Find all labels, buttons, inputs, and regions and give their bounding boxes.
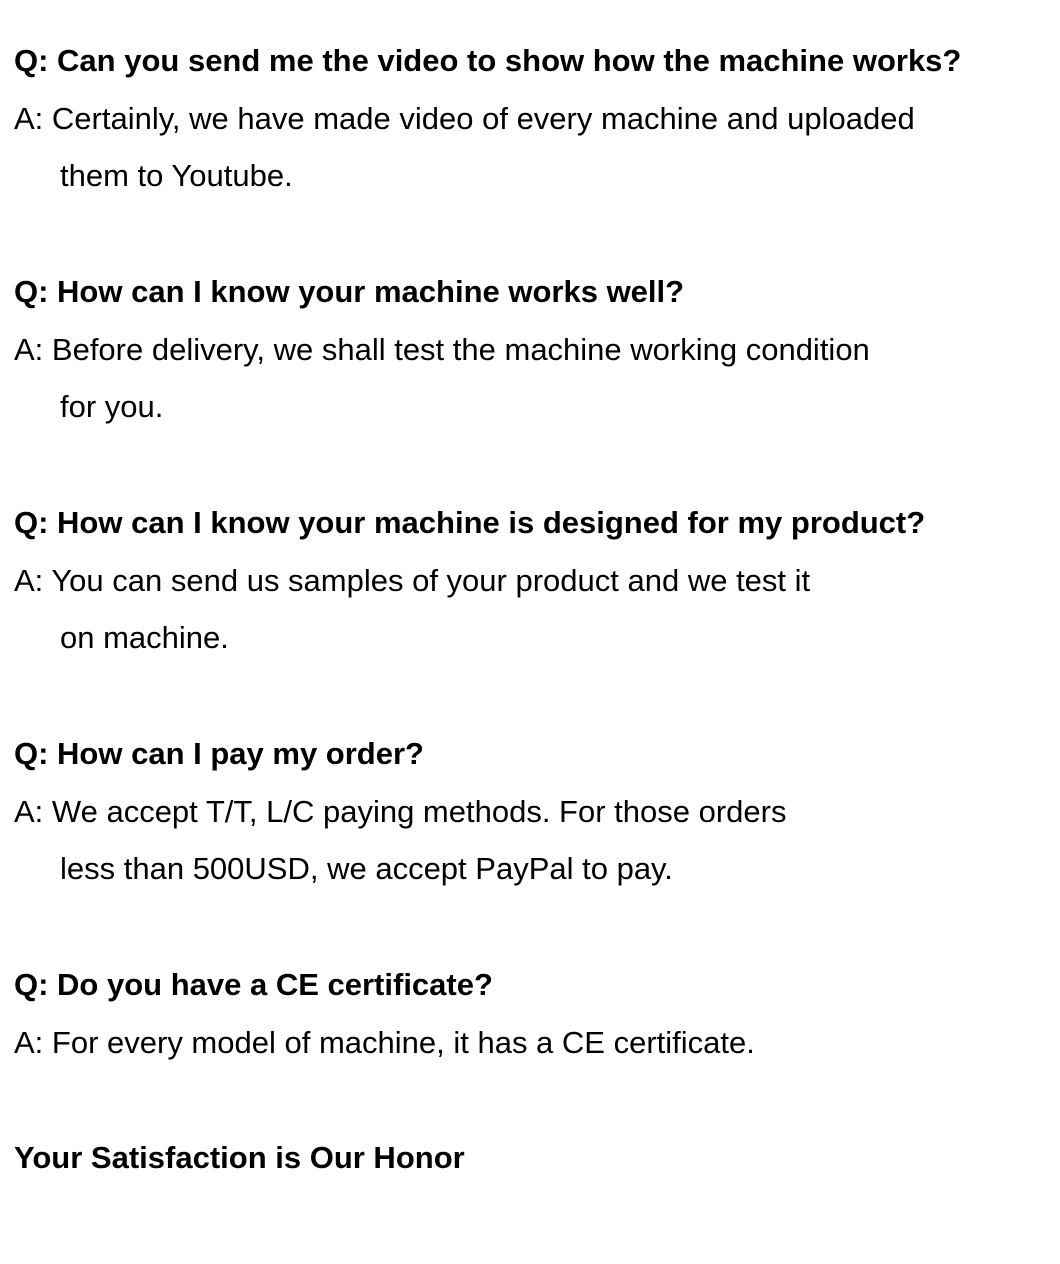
faq-answer-5-line-1: A: For every model of machine, it has a CE certificate. (14, 1025, 755, 1060)
faq-answer-3-line-1: A: You can send us samples of your product and we test it (14, 563, 811, 598)
faq-answer-4-line-2: less than 500USD, we accept PayPal to pay. (60, 851, 673, 886)
faq-question-1: Q: Can you send me the video to show how the machine works? (14, 43, 962, 78)
faq-question-5: Q: Do you have a CE certificate? (14, 967, 493, 1002)
faq-answer-4-line-1: A: We accept T/T, L/C paying methods. For those orders (14, 794, 787, 829)
faq-answer-1-line-2: them to Youtube. (60, 158, 293, 193)
faq-question-2: Q: How can I know your machine works well? (14, 274, 685, 309)
faq-answer-2-line-2: for you. (60, 389, 164, 424)
faq-answer-1-line-1: A: Certainly, we have made video of every machine and uploaded (14, 101, 915, 136)
faq-answer-2-line-1: A: Before delivery, we shall test the machine working condition (14, 332, 870, 367)
faq-answer-3-line-2: on machine. (60, 620, 229, 655)
closing-statement: Your Satisfaction is Our Honor (14, 1140, 465, 1175)
faq-question-4: Q: How can I pay my order? (14, 736, 424, 771)
faq-question-3: Q: How can I know your machine is designed for my product? (14, 505, 926, 540)
